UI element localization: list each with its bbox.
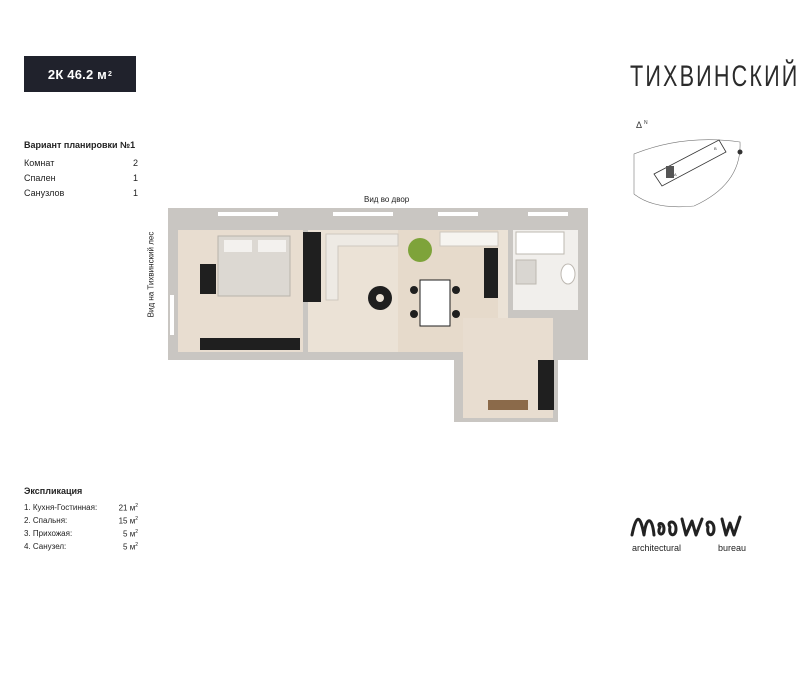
room-area: 15 $м^2$ xyxy=(118,516,138,526)
explication-title: Экспликация xyxy=(24,486,83,496)
north-arrow-icon: Δ xyxy=(636,120,643,130)
wardrobe xyxy=(303,232,321,302)
kitchen-counter xyxy=(440,232,498,246)
explication-list xyxy=(24,503,138,555)
stat-row-rooms xyxy=(24,158,138,173)
room-label: 4. Санузел: xyxy=(24,542,67,551)
stove xyxy=(484,248,498,298)
north-label: N xyxy=(644,120,648,126)
sun-icon xyxy=(738,150,743,155)
section-b: B xyxy=(714,146,717,151)
pillow xyxy=(224,240,252,252)
window xyxy=(170,295,174,335)
stat-value: 1 xyxy=(132,173,138,183)
stat-label: Санузлов xyxy=(24,188,65,198)
stat-value: 2 xyxy=(132,158,138,168)
desk xyxy=(200,338,300,350)
stat-label: Спален xyxy=(24,173,56,183)
dining-table xyxy=(420,280,450,326)
shoe-rack xyxy=(488,400,528,410)
logo-subtitle xyxy=(632,543,746,553)
window xyxy=(218,212,278,216)
chair xyxy=(452,286,460,294)
window xyxy=(333,212,393,216)
floor-plan xyxy=(158,200,598,430)
explication-row xyxy=(24,503,138,516)
room-label: 2. Спальня: xyxy=(24,516,68,525)
stat-row-bathrooms xyxy=(24,188,138,203)
highlighted-unit xyxy=(666,166,674,178)
logo-left-word: architectural xyxy=(632,543,682,553)
wardrobe xyxy=(200,264,216,294)
section-a: A xyxy=(674,172,677,177)
view-forest-label: Вид на Тихвинский лес xyxy=(146,231,156,318)
room-area: 5 $м^2$ xyxy=(123,529,138,539)
explication-row xyxy=(24,542,138,555)
room-label: 3. Прихожая: xyxy=(24,529,73,538)
bathtub xyxy=(516,232,564,254)
hallway-wardrobe xyxy=(538,360,554,410)
toilet xyxy=(561,264,575,284)
pillow xyxy=(258,240,286,252)
chair xyxy=(410,310,418,318)
stat-value: 1 xyxy=(132,188,138,198)
room-area: 21 $м^2$ xyxy=(118,503,138,513)
window xyxy=(528,212,568,216)
coffee-table-center xyxy=(376,294,384,302)
room-area: 5 $м^2$ xyxy=(123,542,138,552)
chair xyxy=(410,286,418,294)
explication-row xyxy=(24,529,138,542)
room-label: 1. Кухня-Гостинная: xyxy=(24,503,98,512)
washing-machine xyxy=(516,260,536,284)
window xyxy=(438,212,478,216)
variant-title: Вариант планировки №1 xyxy=(24,140,136,150)
chair xyxy=(452,310,460,318)
bureau-logo xyxy=(630,505,746,541)
plant xyxy=(408,238,432,262)
logo-right-word: bureau xyxy=(717,543,746,553)
area-unit-exponent: 2 xyxy=(108,70,113,78)
apartment-type: 2К 46.2 м xyxy=(47,66,107,82)
site-minimap xyxy=(614,114,754,214)
apartment-badge xyxy=(24,56,136,92)
stat-row-bedrooms xyxy=(24,173,138,188)
stat-label: Комнат xyxy=(24,158,55,168)
explication-row xyxy=(24,516,138,529)
variant-stats xyxy=(24,158,138,203)
view-yard-label: Вид во двор xyxy=(364,195,410,204)
brand-title: ТИХВИНСКИЙ xyxy=(630,60,800,93)
